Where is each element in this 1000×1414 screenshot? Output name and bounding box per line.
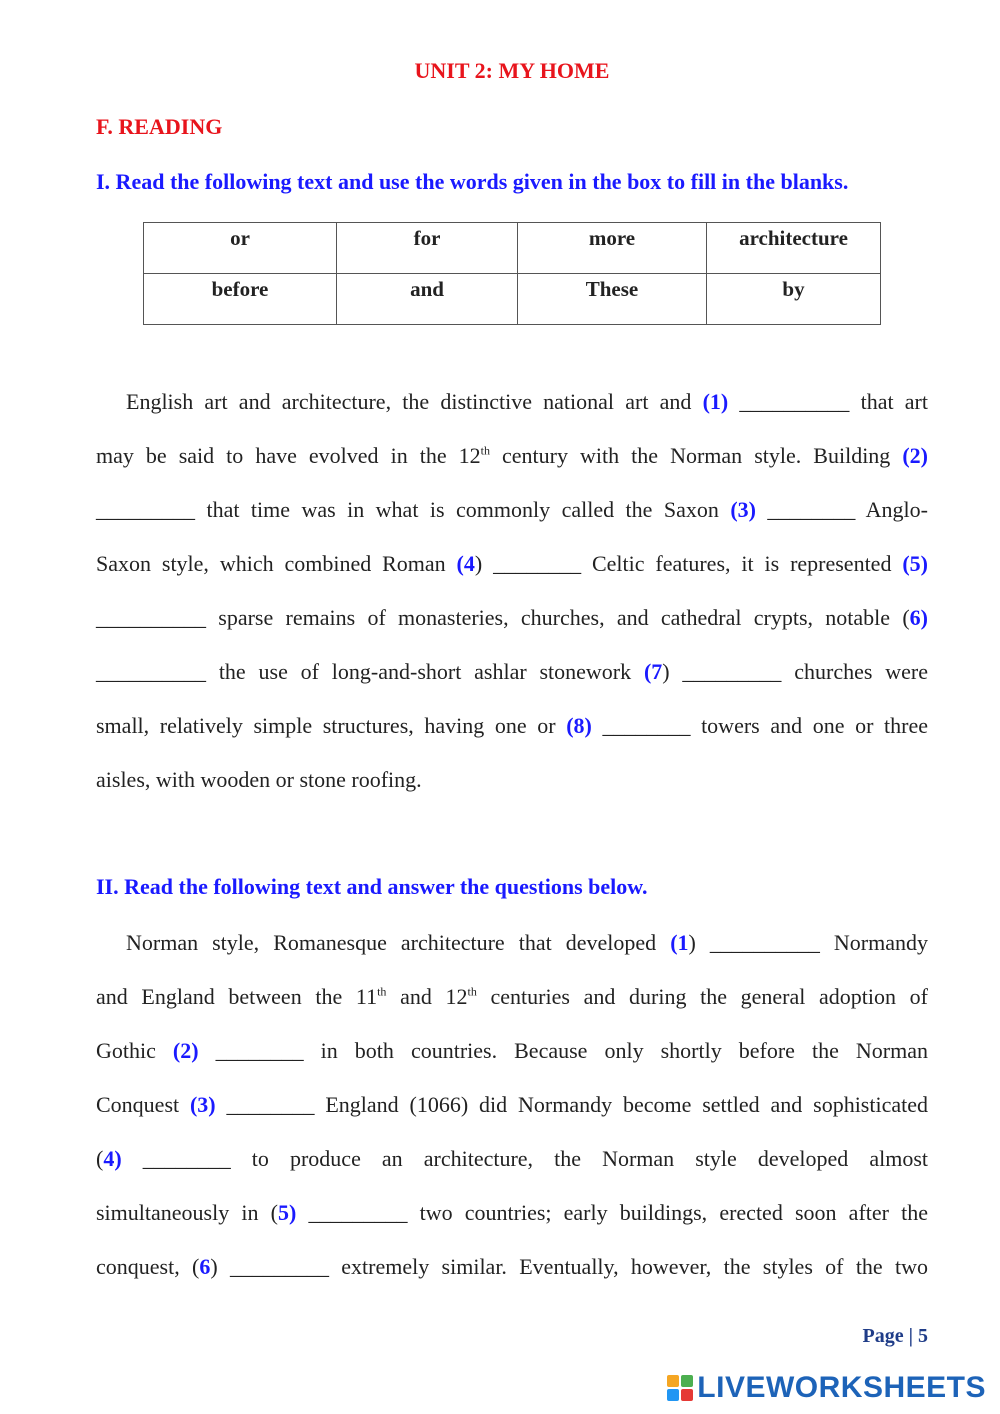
passage-line bbox=[96, 699, 928, 753]
text: aisles, with wooden or stone roofing. bbox=[96, 767, 422, 792]
section-heading: F. READING bbox=[96, 114, 223, 139]
text: and England between the 11 bbox=[96, 984, 378, 1009]
logo-square bbox=[667, 1389, 679, 1401]
passage-line bbox=[96, 1240, 928, 1294]
logo-square bbox=[681, 1375, 693, 1387]
text: simultaneously in ( bbox=[96, 1200, 278, 1225]
text: may be said to have evolved in the 12 bbox=[96, 443, 481, 468]
blank-number: (2) bbox=[902, 443, 928, 468]
text: Saxon style, which combined Roman bbox=[96, 551, 457, 576]
passage-line bbox=[96, 1186, 928, 1240]
text: ________ England (1066) did Normandy become settled and sophisticated bbox=[215, 1092, 928, 1117]
word-box-cell: or bbox=[144, 223, 337, 274]
word-box-cell: before bbox=[144, 274, 337, 325]
text: Conquest bbox=[96, 1092, 190, 1117]
blank-number: (8) bbox=[566, 713, 592, 738]
text: Norman style, Romanesque architecture that developed bbox=[126, 930, 671, 955]
passage-line bbox=[96, 1078, 928, 1132]
passage-line bbox=[96, 375, 928, 429]
blank-number: (5) bbox=[902, 551, 928, 576]
text: ) ________ Celtic features, it is represented bbox=[474, 551, 903, 576]
blank-number: (1 bbox=[670, 930, 689, 955]
blank-number: 4) bbox=[103, 1146, 122, 1171]
text: Gothic bbox=[96, 1038, 173, 1063]
text: _________ that time was in what is commonly called the Saxon bbox=[96, 497, 731, 522]
word-box-cell: These bbox=[518, 274, 707, 325]
text: __________ the use of long-and-short ashlar stonework bbox=[96, 659, 644, 684]
word-box-cell: for bbox=[337, 223, 518, 274]
liveworksheets-logo-icon bbox=[667, 1375, 693, 1401]
text: __________ that art bbox=[728, 389, 928, 414]
blank-number: (2) bbox=[172, 1038, 199, 1063]
passage-line bbox=[96, 645, 928, 699]
text: ________ in both countries. Because only shortly before the Norman bbox=[198, 1038, 928, 1063]
brand-name: LIVEWORKSHEETS bbox=[697, 1371, 986, 1404]
passage-line bbox=[96, 1132, 928, 1186]
superscript: th bbox=[377, 984, 387, 999]
text: ________ to produce an architecture, the Norman style developed almost bbox=[121, 1146, 928, 1171]
passage-line bbox=[96, 537, 928, 591]
blank-number: (1) bbox=[702, 389, 729, 414]
unit-title: UNIT 2: MY HOME bbox=[414, 58, 610, 83]
text: English art and architecture, the distinctive national art and bbox=[126, 389, 703, 414]
part1-passage bbox=[96, 375, 928, 807]
passage-line bbox=[96, 591, 928, 645]
superscript: th bbox=[467, 984, 477, 999]
part2-passage bbox=[96, 916, 928, 1294]
page-number: Page | 5 bbox=[862, 1325, 928, 1347]
text: centuries and during the general adoption of bbox=[476, 984, 929, 1009]
liveworksheets-brand[interactable] bbox=[667, 1368, 986, 1408]
text: ) _________ churches were bbox=[662, 659, 928, 684]
word-box-cell: by bbox=[707, 274, 881, 325]
blank-number: (4 bbox=[456, 551, 475, 576]
text: and 12 bbox=[386, 984, 468, 1009]
word-box bbox=[143, 222, 881, 325]
text: conquest, ( bbox=[96, 1254, 200, 1279]
text: ________ towers and one or three bbox=[591, 713, 928, 738]
blank-number: (3) bbox=[730, 497, 756, 522]
part2-instruction: II. Read the following text and answer the questions below. bbox=[96, 874, 648, 899]
passage-line bbox=[96, 916, 928, 970]
logo-square bbox=[681, 1389, 693, 1401]
blank-number: (7 bbox=[643, 659, 663, 684]
blank-number: 5) bbox=[277, 1200, 297, 1225]
blank-number: 6 bbox=[199, 1254, 211, 1279]
text: ) _________ extremely similar. Eventually, however, the styles of the two bbox=[210, 1254, 928, 1279]
blank-number: 6) bbox=[909, 605, 928, 630]
passage-line bbox=[96, 483, 928, 537]
passage-line bbox=[96, 970, 928, 1024]
text: ( bbox=[96, 1146, 104, 1171]
logo-square bbox=[667, 1375, 679, 1387]
passage-line bbox=[96, 1024, 928, 1078]
text: ________ Anglo- bbox=[755, 497, 928, 522]
part1-instruction: I. Read the following text and use the words given in the box to fill in the blanks. bbox=[96, 169, 849, 194]
word-box-cell: more bbox=[518, 223, 707, 274]
word-box-cell: and bbox=[337, 274, 518, 325]
text: __________ sparse remains of monasteries, churches, and cathedral crypts, notable ( bbox=[96, 605, 910, 630]
word-box-cell: architecture bbox=[707, 223, 881, 274]
text: small, relatively simple structures, having one or bbox=[96, 713, 567, 738]
passage-line bbox=[96, 753, 928, 807]
text: ) __________ Normandy bbox=[688, 930, 928, 955]
text: century with the Norman style. Building bbox=[489, 443, 903, 468]
passage-line bbox=[96, 429, 928, 483]
text: _________ two countries; early buildings, erected soon after the bbox=[296, 1200, 929, 1225]
blank-number: (3) bbox=[189, 1092, 216, 1117]
superscript: th bbox=[480, 443, 490, 458]
